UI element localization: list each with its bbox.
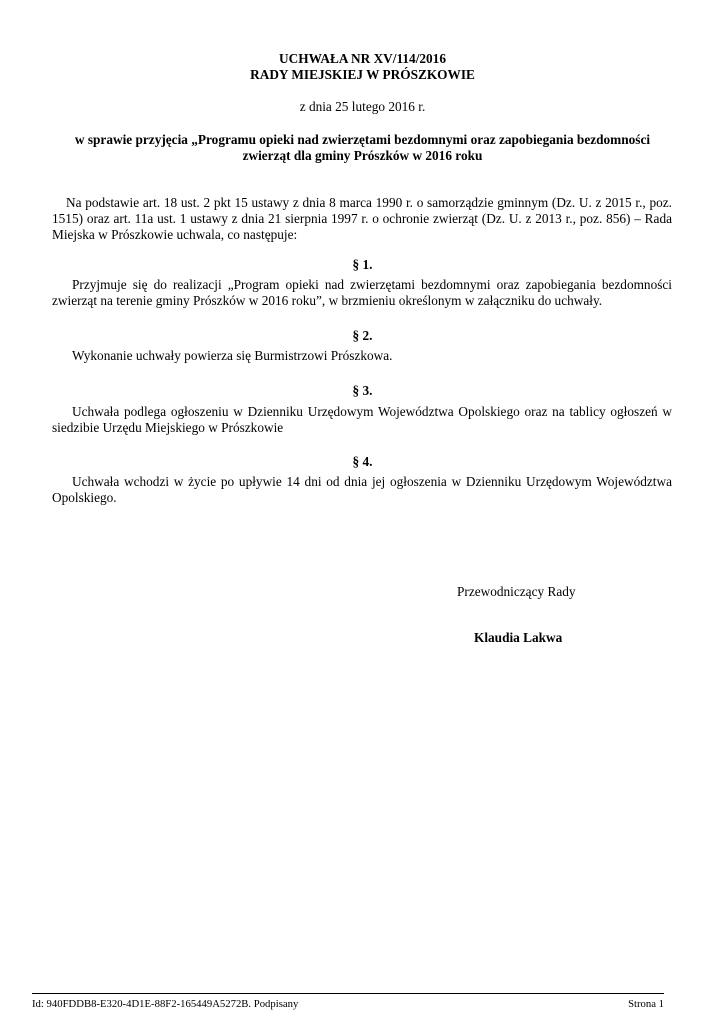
- signatory-name: Klaudia Lakwa: [474, 630, 563, 645]
- resolution-subject: [50, 132, 675, 164]
- legal-basis-paragraph: Na podstawie art. 18 ust. 2 pkt 15 ustawy z dnia 8 marca 1990 r. o samorządzie gminnym (Dz. U. z 2015 r., poz. 1515) oraz art. 11a ust. 1 ustawy z dnia 21 sierpnia 1997 r. o ochronie zwierząt (Dz. U. z 2013 r., poz. 856) – Rada Miejska w Prószkowie uchwala, co następuje:: [52, 195, 672, 242]
- council-name: RADY MIEJSKIEJ W PRÓSZKOWIE: [250, 67, 475, 82]
- resolution-number: UCHWAŁA NR XV/114/2016: [279, 51, 446, 66]
- section-heading-4: § 4.: [352, 454, 373, 469]
- document-id: Id: 940FDDB8-E320-4D1E-88F2-165449A5272B. Podpisany: [32, 998, 299, 1010]
- page-number: Strona 1: [628, 998, 664, 1010]
- section-heading-3: § 3.: [352, 383, 373, 398]
- section-heading-2: § 2.: [352, 328, 373, 343]
- section-text-3: Uchwała podlega ogłoszeniu w Dzienniku Urzędowym Województwa Opolskiego oraz na tablicy ogłoszeń w siedzibie Urzędu Miejskiego w Prószkowie: [52, 404, 672, 435]
- section-text-4: Uchwała wchodzi w życie po upływie 14 dni od dnia jej ogłoszenia w Dzienniku Urzędowym Województwa Opolskiego.: [52, 474, 672, 505]
- signatory-role: Przewodniczący Rady: [457, 584, 576, 599]
- section-heading-1: § 1.: [352, 257, 373, 272]
- subject-line-2: zwierząt dla gminy Prószków w 2016 roku: [242, 148, 483, 163]
- footer-divider: [32, 993, 664, 994]
- resolution-title: [0, 51, 725, 83]
- section-text-2: Wykonanie uchwały powierza się Burmistrzowi Prószkowa.: [72, 348, 393, 363]
- resolution-date: z dnia 25 lutego 2016 r.: [299, 99, 426, 114]
- subject-line-1: w sprawie przyjęcia „Programu opieki nad zwierzętami bezdomnymi oraz zapobiegania bezdomności: [74, 132, 651, 147]
- section-text-1: Przyjmuje się do realizacji „Program opieki nad zwierzętami bezdomnymi oraz zapobiegania bezdomności zwierząt na terenie gminy Prószków w 2016 roku”, w brzmieniu określonym w załączniku do uchwały.: [52, 277, 672, 308]
